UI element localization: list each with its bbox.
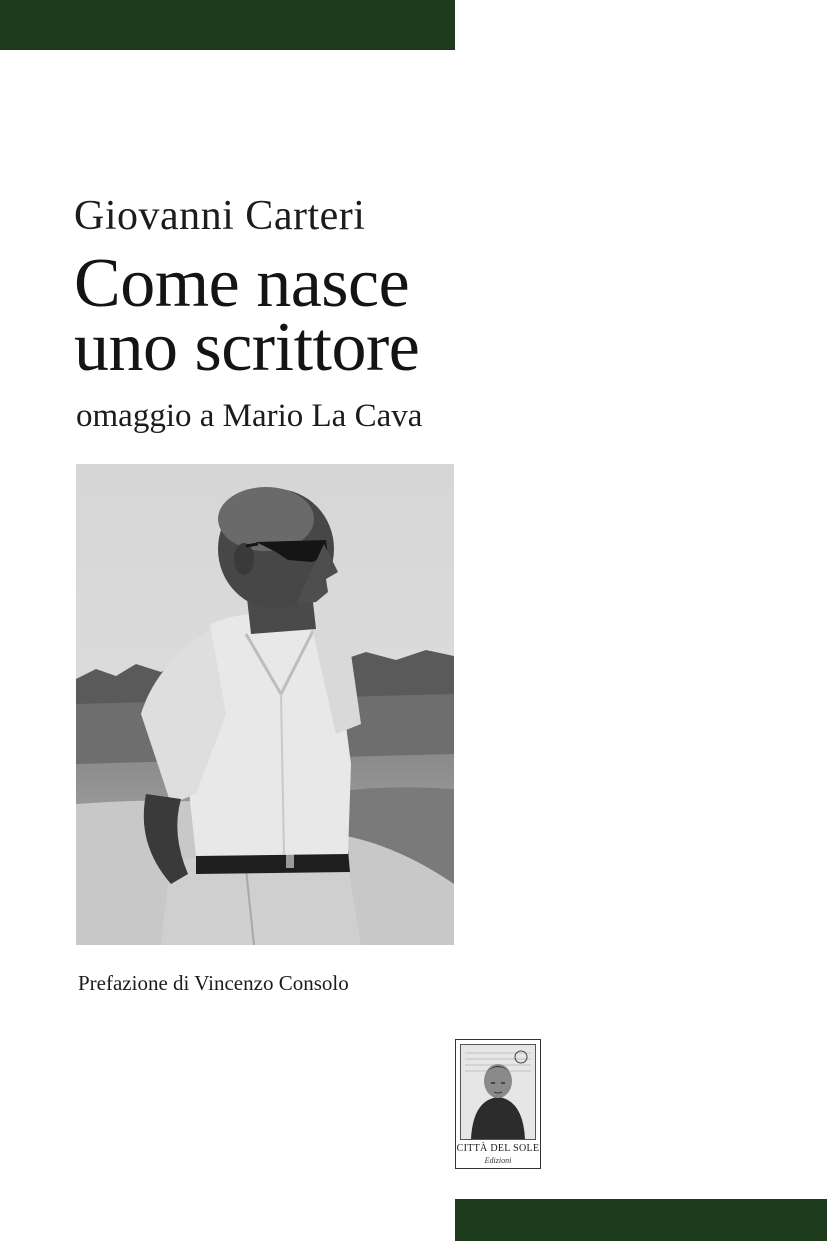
author-name: Giovanni Carteri [74,193,366,239]
book-title [74,245,420,386]
publisher-logo [455,1039,541,1169]
publisher-imprint: Edizioni [484,1156,512,1165]
title-line-1: Come nasce [74,245,410,322]
portrait-photo-icon [76,464,454,945]
cover-photo [76,464,454,945]
title-line-2: uno scrittore [74,309,420,386]
publisher-name: CITTÀ DEL SOLE [456,1143,540,1154]
monk-portrait-icon [460,1044,536,1140]
preface-credit: Prefazione di Vincenzo Consolo [78,971,349,995]
book-subtitle: omaggio a Mario La Cava [76,398,423,434]
top-green-band [0,0,455,50]
bottom-green-band [455,1199,827,1241]
